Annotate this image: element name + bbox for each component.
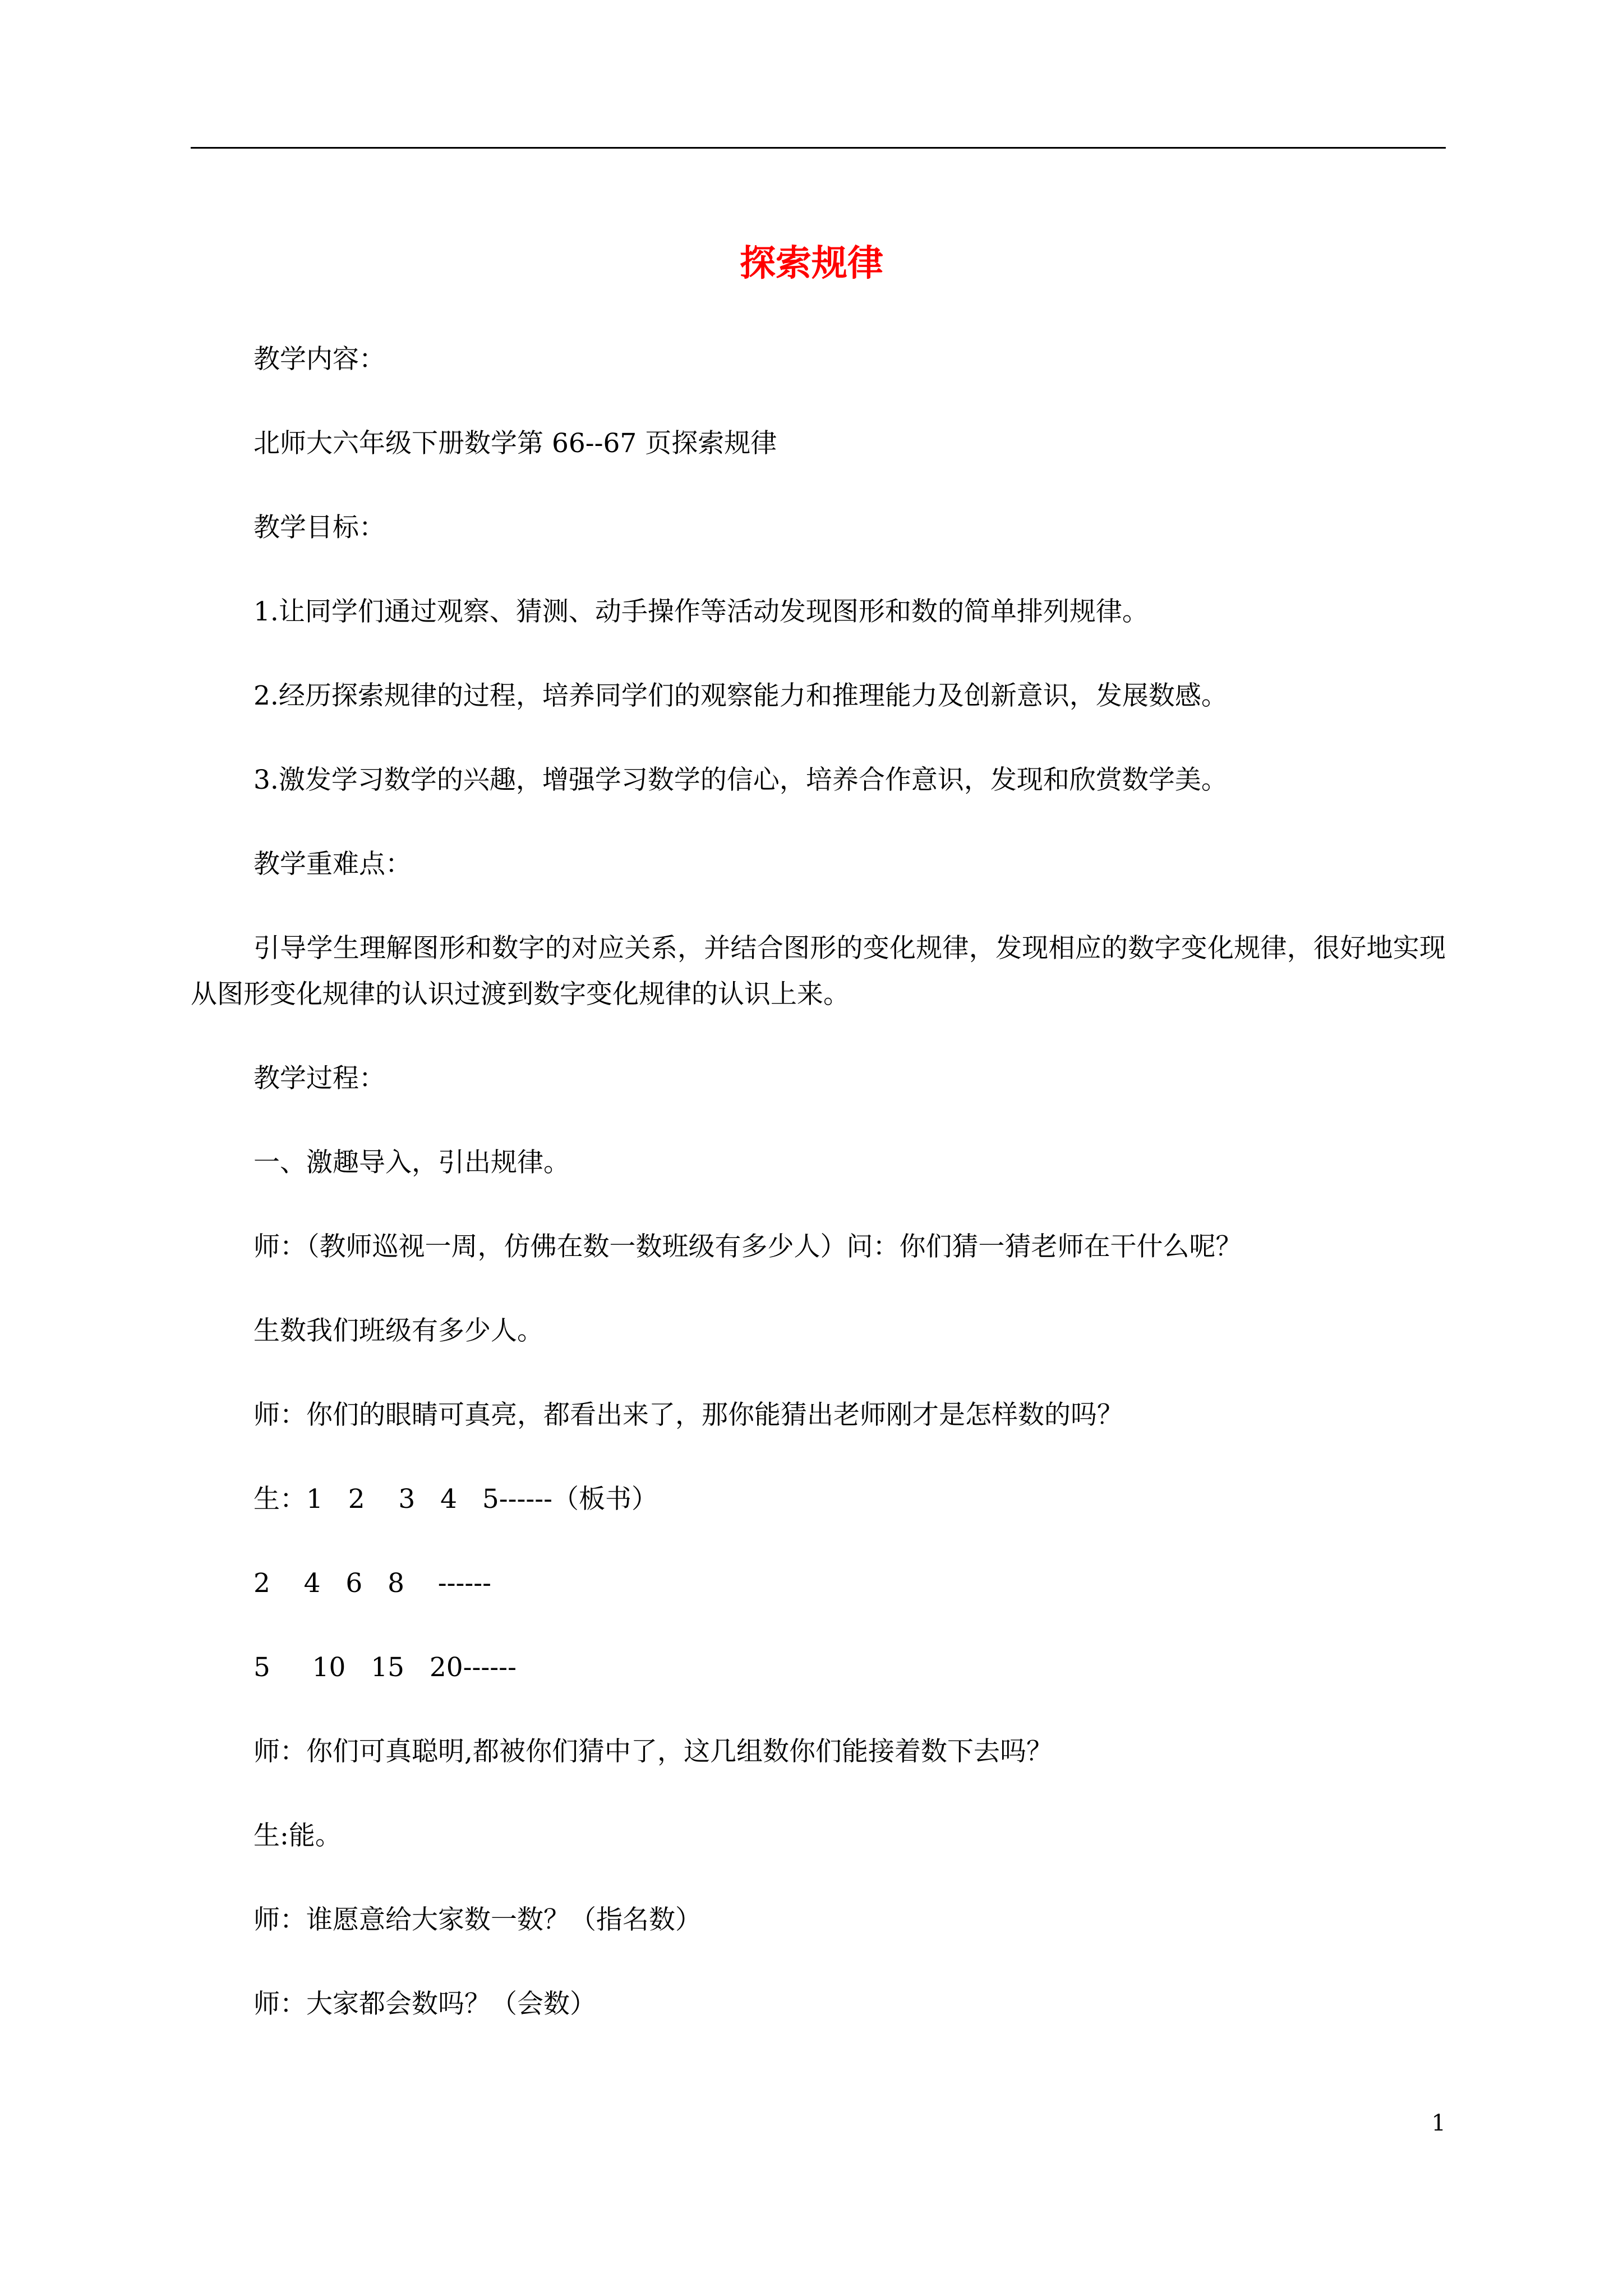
paragraph-dialogue: 师：你们的眼睛可真亮，都看出来了，那你能猜出老师刚才是怎样数的吗？ [253,1400,1123,1430]
paragraph-teaching-goals-heading: 教学目标： [253,512,385,543]
paragraph-number-sequence: 生：1 2 3 4 5------（板书） [253,1484,658,1515]
paragraph-dialogue: 师：你们可真聪明,都被你们猜中了，这几组数你们能接着数下去吗？ [253,1736,1053,1767]
paragraph-dialogue: 生:能。 [253,1820,342,1851]
paragraph-dialogue: 师：大家都会数吗？（会数） [253,1989,596,2019]
paragraph-goal-2: 2.经历探索规律的过程，培养同学们的观察能力和推理能力及创新意识，发展数感。 [253,680,1228,711]
paragraph-dialogue: 师：谁愿意给大家数一数？（指名数） [253,1904,702,1935]
paragraph-dialogue: 师：（教师巡视一周，仿佛在数一数班级有多少人）问：你们猜一猜老师在干什么呢？ [253,1231,1242,1262]
paragraph-number-sequence: 5 10 15 20------ [253,1652,517,1683]
paragraph-key-points-heading: 教学重难点： [253,849,412,880]
header-rule [191,147,1446,149]
paragraph-teaching-content-heading: 教学内容： [253,344,385,375]
paragraph-section-one: 一、激趣导入，引出规律。 [253,1147,570,1178]
paragraph-key-points: 引导学生理解图形和数字的对应关系，并结合图形的变化规律，发现相应的数字变化规律，很好地实现从图形变化规律的认识过渡到数字变化规律的认识上来。 [191,933,1446,1010]
paragraph-teaching-content: 北师大六年级下册数学第 66--67 页探索规律 [253,428,777,459]
paragraph-process-heading: 教学过程： [253,1063,385,1094]
paragraph-dialogue: 生数我们班级有多少人。 [253,1315,543,1346]
paragraph-goal-1: 1.让同学们通过观察、猜测、动手操作等活动发现图形和数的简单排列规律。 [253,596,1149,627]
document-title: 探索规律 [740,242,883,284]
paragraph-number-sequence: 2 4 6 8 ------ [253,1568,492,1599]
paragraph-goal-3: 3.激发学习数学的兴趣，增强学习数学的信心，培养合作意识，发现和欣赏数学美。 [253,765,1228,795]
document-body [191,337,1446,2065]
page-number: 1 [1431,2110,1446,2136]
